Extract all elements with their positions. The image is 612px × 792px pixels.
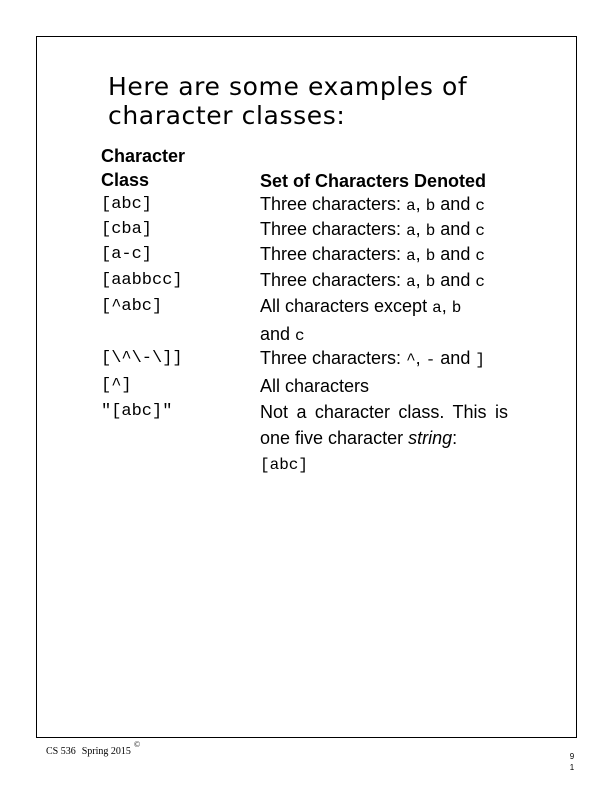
footer-course: CS 536 Spring 2015 [46,746,131,757]
column-header-class: Character Class [101,146,186,190]
slide-title-line-1: Here are some examples of [108,72,468,101]
copyright-mark: © [134,740,141,749]
class-expression: [^abc] [101,297,163,316]
class-expression: [\^\-\]] [101,349,183,368]
set-description: Three characters: a, b and c [260,194,485,215]
set-description: Three characters: ^, - and ] [260,348,485,369]
set-description: Three characters: a, b and c [260,270,485,291]
class-expression: [abc] [101,195,153,214]
page-number: 9 1 [569,752,575,772]
set-description: All characters [260,376,370,396]
code-string: [abc] [260,456,309,474]
set-description: Three characters: a, b and c [260,219,485,240]
column-header-set: Set of Characters Denoted [260,171,487,191]
class-expression: "[abc]" [101,402,173,421]
class-expression: [a-c] [101,245,153,264]
set-description: All characters except a, b and c [260,296,462,345]
class-expression: [^] [101,376,132,395]
slide-title-line-2: character classes: [108,101,346,130]
set-description: Three characters: a, b and c [260,244,485,265]
set-description: Not a character class. This is one five character string: [abc] [260,402,508,474]
class-expression: [aabbcc] [101,271,183,290]
slide-title [108,72,528,130]
class-expression: [cba] [101,220,153,239]
